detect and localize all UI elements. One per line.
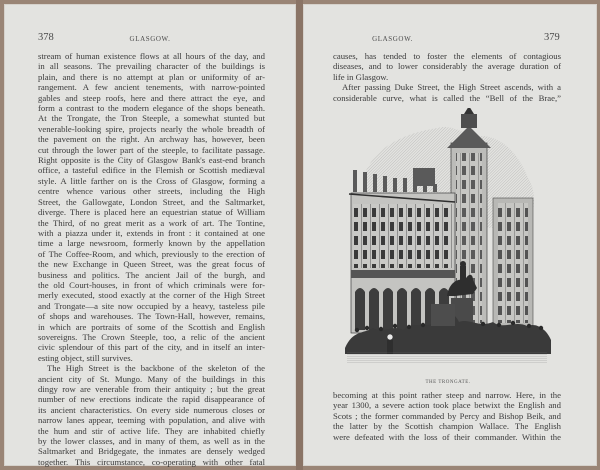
text-line: plain, and there is no attempt at plan or uniformity of ar- [38, 71, 265, 82]
text-line: stream of human existence flows at all hours of the day, and [38, 51, 265, 61]
text-line: Saltmarket and Bridgegate, the inmates are densely wedged [38, 446, 265, 457]
text-line: becoming at this point rather steep and narrow. Here, in the [333, 390, 561, 400]
left-page [4, 4, 296, 466]
text-line: life in Glasgow. [333, 71, 389, 82]
text-line: rangement. A few ancient tenements, with narrow-pointed [38, 82, 265, 93]
text-line: At the Trongate, the Tron Steeple, a somewhat stunted but [38, 113, 265, 124]
text-line: form a contrast to the modern elegance of the shops beneath. [38, 103, 265, 114]
text-line: merly executed, stood exactly at the corner of the High Street [38, 290, 265, 301]
text-line: narrow lanes appear, teeming with population, and alive with [38, 415, 265, 426]
text-line: After passing Duke Street, the High Street ascends, with a [342, 82, 561, 93]
trongate-engraving [343, 108, 553, 385]
right-page [303, 4, 597, 466]
text-line: together. This circumstance, co-operating with other fatal [38, 456, 265, 467]
left-page-body [38, 51, 265, 467]
text-line: time a large newsroom, formerly known by the appellation [38, 238, 265, 249]
text-line: its ancient characteristics. On every side numerous closes or [38, 404, 265, 415]
figure-caption: THE TRONGATE. [425, 380, 471, 385]
text-line: diseases, and to lower considerably the average duration of [333, 61, 561, 72]
text-line: of shops and warehouses. The Town-Hall, however, remains, [38, 311, 265, 322]
text-line: in which are portraits of some of the Scottish and English [38, 321, 265, 332]
running-title-left: GLASGOW. [129, 35, 171, 43]
text-line: gables and steep roofs, here and there attract the eye, and [38, 92, 265, 103]
text-line: esting object, still survives. [38, 352, 133, 363]
text-line: ancient city of St. Mungo. Many of the buildings in this [38, 373, 265, 384]
text-line: considerable curve, what is called the “Bell of the Brae,” [333, 92, 561, 103]
text-line: the latter by the Scottish champion Wallace. The English [333, 421, 561, 432]
text-line: the new Exchange in Queen Street, was the great focus of [38, 259, 265, 270]
right-page-body-top [333, 51, 561, 103]
page-number-right: 379 [544, 32, 560, 43]
text-line: the pavement on the right. An archway has, however, been [38, 134, 265, 145]
text-line: venerable-looking spire, projects nearly the whole breadth of [38, 123, 265, 134]
text-line: sovereigns. The Crown Steeple, too, a relic of the ancient [38, 331, 265, 342]
text-line: centre whence various other streets, including the High [38, 186, 265, 197]
text-line: were defeated with the loss of their commander. Within the [333, 431, 561, 442]
text-line: office, a tasteful edifice in the Flemish or Scottish mediæval [38, 165, 265, 176]
text-line: civic splendour of this part of the city, and in itself an inter- [38, 342, 265, 353]
gutter [296, 0, 303, 470]
running-title-right: GLASGOW. [372, 35, 413, 43]
page-number-left: 378 [38, 32, 54, 43]
text-line: the hum and stir of active life. They are inhabited chiefly [38, 425, 265, 436]
text-line: The High Street is the backbone of the skeleton of the [47, 363, 265, 374]
text-line: and Trongate—a site now occupied by a heavy, tasteless pile [38, 300, 265, 311]
text-line: in all seasons. The prevailing character of the buildings is [38, 61, 265, 72]
text-line: dingy row are venerable from their antiquity ; but the great [38, 384, 265, 394]
text-line: Street, the Gallowgate, London Street, and the Saltmarket, [38, 196, 265, 207]
text-line: by the lower classes, and in many of them, as well as in the [38, 436, 265, 447]
text-line: the Third, of no great merit as a work of art. The Tontine, [38, 217, 265, 228]
text-line: number of new erections indicate the rapid disappearance of [38, 394, 265, 405]
text-line: the old Court-houses, in front of which criminals were for- [38, 279, 265, 290]
text-line: causes, has tended to foster the elements of contagious [333, 51, 561, 61]
text-line: Right opposite is the City of Glasgow Bank's east-end branch [38, 155, 265, 166]
text-line: Scots ; the former commanded by Percy and Bishop Beik, and [333, 410, 561, 421]
text-line: cut through the lower part of the steeple, to facilitate passage. [38, 144, 265, 155]
text-line: with a piazza under it, extends in front : it contained at one [38, 227, 265, 238]
right-page-body-bottom [333, 390, 561, 442]
text-line: business and politics. The ancient Jail of the burgh, and [38, 269, 265, 280]
text-line: of The Coffee-Room, and which, previously to the erection of [38, 248, 265, 259]
text-line: year 1300, a severe action took place betwixt the English and [333, 400, 561, 411]
engraving-illustration [343, 108, 553, 370]
text-line: diverge. There is placed here an equestrian statue of William [38, 207, 265, 218]
text-line: style. A little farther on is the Cross of Glasgow, forming a [38, 175, 265, 186]
